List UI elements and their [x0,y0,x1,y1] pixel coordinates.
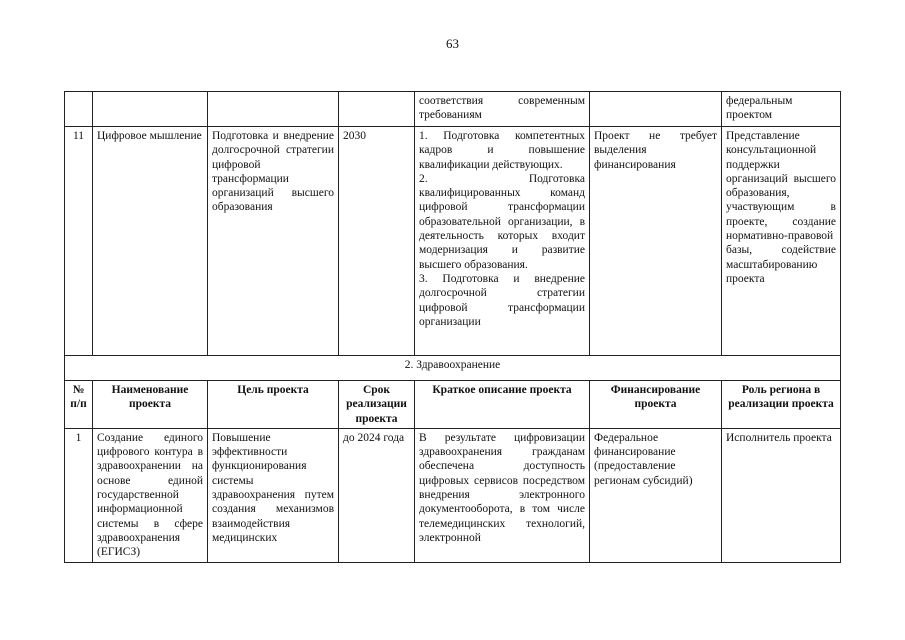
table-row-11 [65,127,841,356]
header-financing: Финансирование проекта [590,381,722,429]
cell-num [65,92,93,127]
cell-goal: Повышение эффективности функционирования системы здравоохранения путем создания механизмов взаимодействия медицинских [208,428,339,562]
cell-term [339,92,415,127]
cell-goal: Подготовка и внедрение долгосрочной стратегии цифровой трансформации организаций высшего образования [208,127,339,356]
header-name: Наименование проекта [93,381,208,429]
cell-goal [208,92,339,127]
description-item: 2. Подготовка квалифицированных команд цифровой трансформации образовательной организации, в деятельность которых входит модернизация и развитие высшего образования. [419,172,585,271]
description-item: 3. Подготовка и внедрение долгосрочной стратегии цифровой трансформации организации [419,272,585,328]
header-role: Роль региона в реализации проекта [722,381,841,429]
cell-financing: Проект не требует выделения финансирования [590,127,722,356]
cell-name: Цифровое мышление [93,127,208,356]
cell-description: В результате цифровизации здравоохранения гражданам обеспечена доступность цифровых сервисов посредством внедрения электронного документооборота, в том числе телемедицинских технологий, электронной [415,428,590,562]
section-header-row [65,356,841,381]
page-number: 63 [446,36,459,51]
cell-role: Исполнитель проекта [722,428,841,562]
cell-financing [590,92,722,127]
table-row-1 [65,428,841,562]
cell-description [415,127,590,356]
description-item: 1. Подготовка компетентных кадров и повышение квалификации действующих. [419,130,585,171]
projects-table [64,91,841,563]
cell-num: 1 [65,428,93,562]
table-header-row [65,381,841,429]
header-description: Краткое описание проекта [415,381,590,429]
table-row-continuation [65,92,841,127]
cell-role: федеральным проектом [722,92,841,127]
cell-term: 2030 [339,127,415,356]
cell-description: соответствия современным требованиям [415,92,590,127]
section-title: 2. Здравоохранение [65,356,841,381]
cell-term: до 2024 года [339,428,415,562]
cell-name: Создание единого цифрового контура в здравоохранении на основе единой государственной информационной системы в сфере здравоохранения (ЕГИСЗ) [93,428,208,562]
cell-name [93,92,208,127]
cell-num: 11 [65,127,93,356]
header-goal: Цель проекта [208,381,339,429]
header-term: Срок реализации проекта [339,381,415,429]
cell-financing: Федеральное финансирование (предоставление регионам субсидий) [590,428,722,562]
cell-role: Представление консультационной поддержки организаций высшего образования, участвующим в проекте, создание нормативно-правовой базы, содействие масштабированию проекта [722,127,841,356]
header-num: № п/п [65,381,93,429]
